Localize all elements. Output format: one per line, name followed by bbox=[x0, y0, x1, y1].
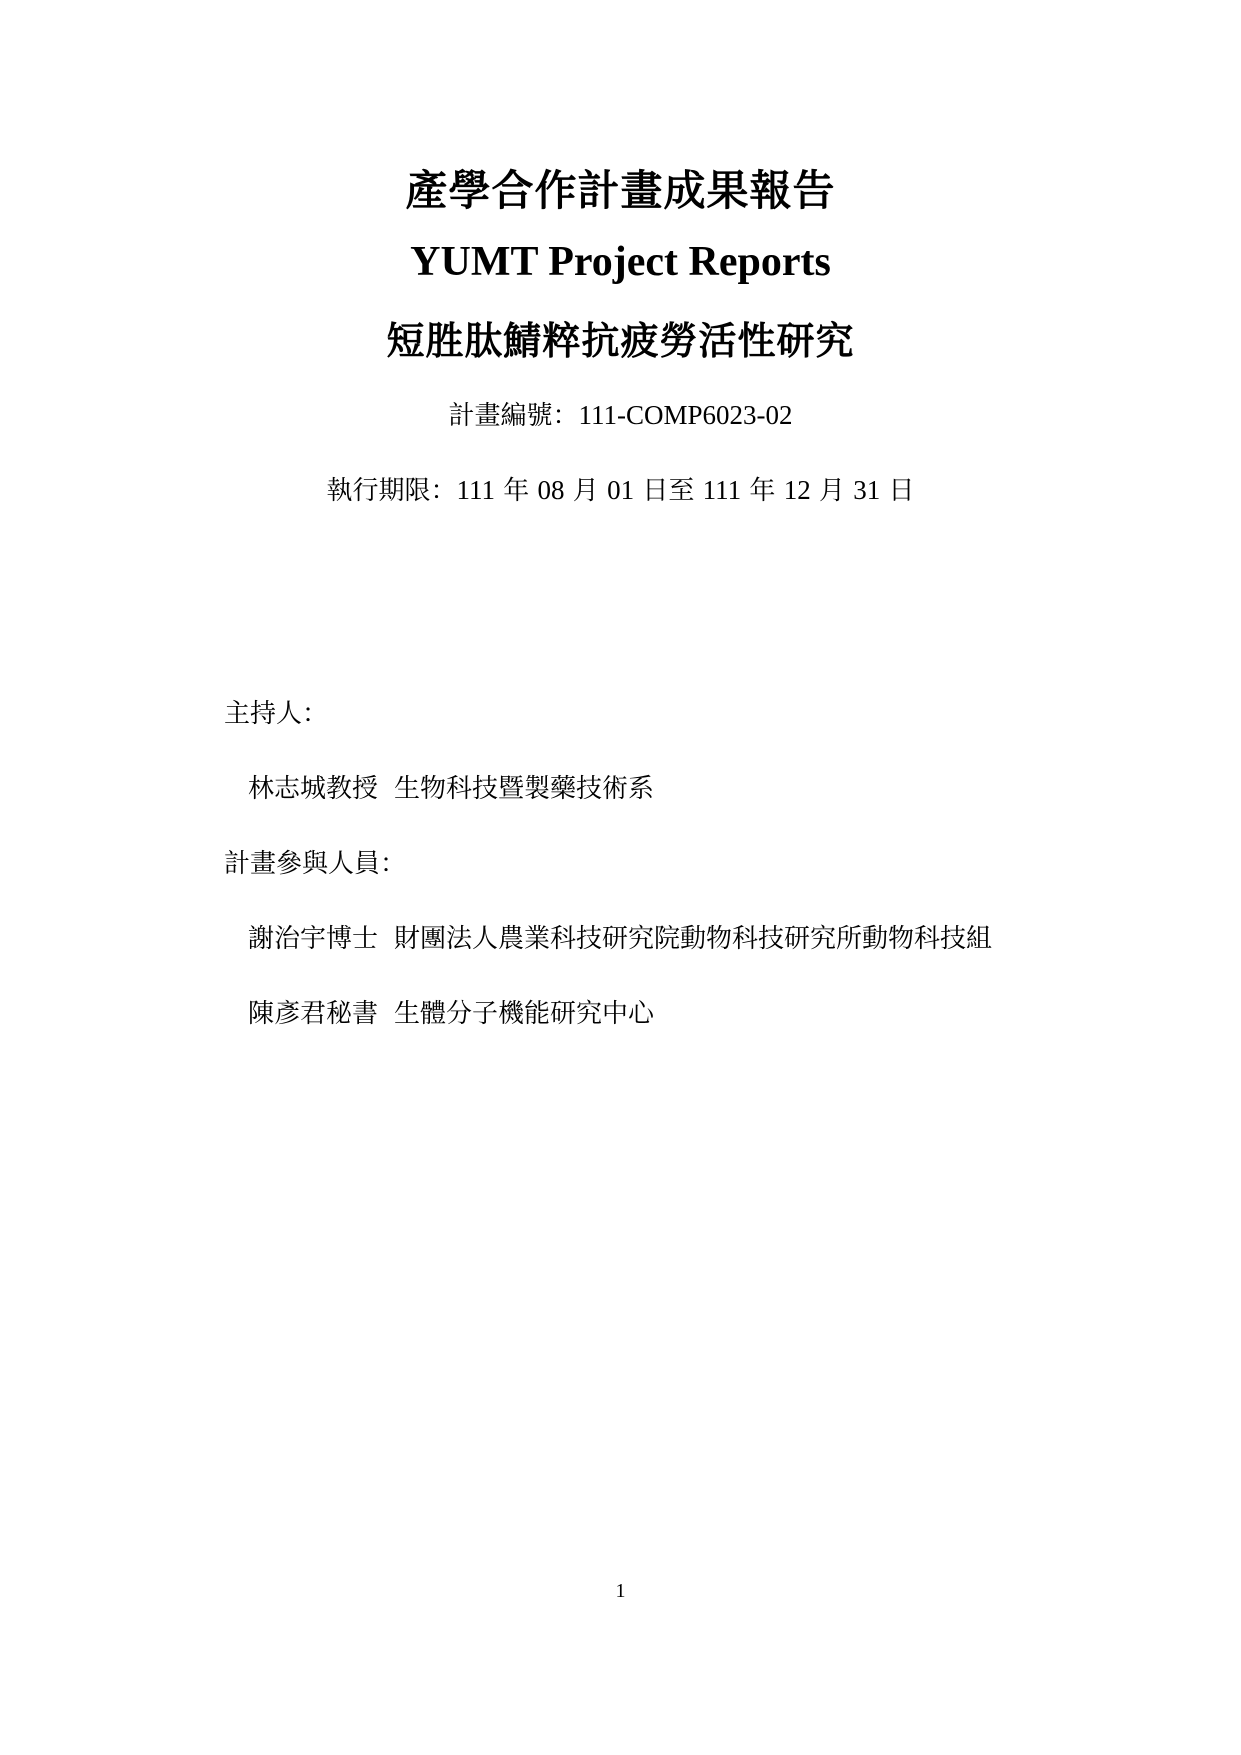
principal-name: 林志城教授 bbox=[248, 774, 379, 804]
period-start-month: 08 bbox=[537, 475, 565, 505]
unit-month-end: 月 bbox=[818, 476, 845, 506]
plan-number-line bbox=[0, 395, 1241, 432]
staff-member-affiliation: 財團法人農業科技研究院動物科技研究所動物科技組 bbox=[394, 924, 993, 954]
period-end-month: 12 bbox=[783, 475, 811, 505]
unit-to: 至 bbox=[668, 476, 695, 506]
report-title-en: YUMT Project Reports bbox=[410, 239, 831, 285]
principal-heading: 主持人： bbox=[224, 699, 329, 729]
period-label: 執行期限： bbox=[326, 476, 457, 506]
unit-day-end: 日 bbox=[888, 476, 915, 506]
staff-member-row bbox=[248, 918, 992, 955]
period-start-year: 111 bbox=[456, 475, 495, 505]
plan-number-label: 計畫編號： bbox=[448, 401, 579, 431]
staff-member-name: 陳彥君秘書 bbox=[248, 999, 379, 1029]
report-title-zh: 產學合作計畫成果報告 bbox=[405, 166, 836, 215]
page-number: 1 bbox=[615, 1580, 626, 1602]
period-end-day: 31 bbox=[853, 475, 881, 505]
unit-year-end: 年 bbox=[749, 476, 776, 506]
unit-day-start: 日 bbox=[642, 476, 669, 506]
principal-department: 生物科技暨製藥技術系 bbox=[394, 774, 655, 804]
staff-member-row bbox=[248, 993, 654, 1030]
unit-year-start: 年 bbox=[503, 476, 530, 506]
period-start-day: 01 bbox=[607, 475, 635, 505]
staff-member-affiliation: 生體分子機能研究中心 bbox=[394, 999, 655, 1029]
unit-month-start: 月 bbox=[572, 476, 599, 506]
staff-member-name: 謝治宇博士 bbox=[248, 924, 379, 954]
principal-row bbox=[248, 768, 654, 805]
plan-number-value: 111-COMP6023-02 bbox=[578, 400, 793, 430]
period-end-year: 111 bbox=[702, 475, 742, 505]
project-subject-title: 短胜肽鯖粹抗疲勞活性研究 bbox=[386, 319, 855, 363]
execution-period-line bbox=[0, 470, 1241, 507]
staff-heading: 計畫參與人員： bbox=[224, 849, 407, 879]
